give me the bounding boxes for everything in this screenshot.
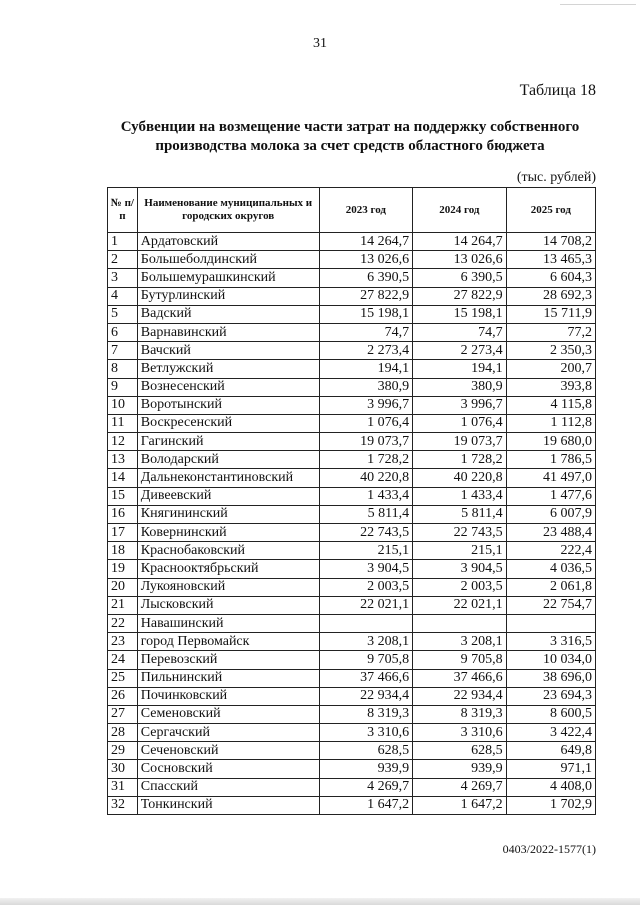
row-value-2023: 1 433,4 (319, 487, 412, 505)
row-value-2023 (319, 614, 412, 632)
row-value-2025: 28 692,3 (506, 287, 595, 305)
row-value-2023: 19 073,7 (319, 433, 412, 451)
row-value-2023: 4 269,7 (319, 778, 412, 796)
row-value-2023: 13 026,6 (319, 251, 412, 269)
table-row (108, 305, 596, 323)
row-value-2024: 2 273,4 (413, 342, 506, 360)
table-row (108, 560, 596, 578)
row-district-name: Спасский (137, 778, 319, 796)
header-2025: 2025 год (506, 188, 595, 233)
row-district-name: Починковский (137, 687, 319, 705)
row-value-2024: 3 996,7 (413, 396, 506, 414)
table-row (108, 251, 596, 269)
row-value-2023: 22 021,1 (319, 596, 412, 614)
row-district-name: Вачский (137, 342, 319, 360)
row-value-2025: 23 694,3 (506, 687, 595, 705)
row-number: 8 (108, 360, 138, 378)
table-label: Таблица 18 (519, 82, 596, 99)
row-value-2024: 1 433,4 (413, 487, 506, 505)
row-district-name: Ардатовский (137, 233, 319, 251)
row-number: 12 (108, 433, 138, 451)
row-number: 7 (108, 342, 138, 360)
units-label: (тыс. рублей) (516, 170, 596, 185)
table-row (108, 269, 596, 287)
row-value-2024: 2 003,5 (413, 578, 506, 596)
row-value-2025: 2 350,3 (506, 342, 595, 360)
row-value-2025: 6 604,3 (506, 269, 595, 287)
table-row (108, 433, 596, 451)
row-value-2025: 4 115,8 (506, 396, 595, 414)
row-number: 22 (108, 614, 138, 632)
table-row (108, 724, 596, 742)
row-value-2024: 194,1 (413, 360, 506, 378)
row-value-2023: 194,1 (319, 360, 412, 378)
row-district-name: Сергачский (137, 724, 319, 742)
row-number: 23 (108, 633, 138, 651)
row-number: 11 (108, 414, 138, 432)
row-value-2023: 5 811,4 (319, 505, 412, 523)
row-value-2025: 1 477,6 (506, 487, 595, 505)
row-value-2024: 1 647,2 (413, 796, 506, 814)
row-number: 3 (108, 269, 138, 287)
table-row (108, 796, 596, 814)
row-value-2025: 6 007,9 (506, 505, 595, 523)
row-value-2024: 215,1 (413, 542, 506, 560)
row-value-2025: 77,2 (506, 323, 595, 341)
row-number: 10 (108, 396, 138, 414)
table-row (108, 396, 596, 414)
header-2023: 2023 год (319, 188, 412, 233)
row-district-name: Дальнеконстантиновский (137, 469, 319, 487)
row-number: 25 (108, 669, 138, 687)
row-number: 5 (108, 305, 138, 323)
row-value-2025: 4 408,0 (506, 778, 595, 796)
row-value-2023: 22 934,4 (319, 687, 412, 705)
row-number: 13 (108, 451, 138, 469)
header-num: № п/п (108, 188, 138, 233)
row-value-2024: 939,9 (413, 760, 506, 778)
row-number: 24 (108, 651, 138, 669)
table-row (108, 469, 596, 487)
row-district-name: Большемурашкинский (137, 269, 319, 287)
row-value-2025: 1 112,8 (506, 414, 595, 432)
scan-edge-mark (560, 4, 636, 8)
row-value-2024: 1 728,2 (413, 451, 506, 469)
row-district-name: Лукояновский (137, 578, 319, 596)
row-number: 19 (108, 560, 138, 578)
table-row (108, 451, 596, 469)
table-row (108, 760, 596, 778)
table-row (108, 742, 596, 760)
row-value-2025: 13 465,3 (506, 251, 595, 269)
row-value-2024 (413, 614, 506, 632)
row-number: 20 (108, 578, 138, 596)
row-value-2025: 41 497,0 (506, 469, 595, 487)
table-row (108, 378, 596, 396)
table-row (108, 233, 596, 251)
row-value-2024: 14 264,7 (413, 233, 506, 251)
row-district-name: Сосновский (137, 760, 319, 778)
row-number: 6 (108, 323, 138, 341)
row-value-2023: 74,7 (319, 323, 412, 341)
row-district-name: Ковернинский (137, 524, 319, 542)
row-number: 21 (108, 596, 138, 614)
row-value-2024: 1 076,4 (413, 414, 506, 432)
row-value-2025: 222,4 (506, 542, 595, 560)
row-value-2024: 3 310,6 (413, 724, 506, 742)
row-number: 14 (108, 469, 138, 487)
row-value-2024: 628,5 (413, 742, 506, 760)
row-value-2023: 2 273,4 (319, 342, 412, 360)
row-value-2024: 15 198,1 (413, 305, 506, 323)
row-value-2023: 3 996,7 (319, 396, 412, 414)
row-value-2023: 1 076,4 (319, 414, 412, 432)
row-value-2024: 40 220,8 (413, 469, 506, 487)
row-value-2025: 38 696,0 (506, 669, 595, 687)
row-value-2024: 9 705,8 (413, 651, 506, 669)
table-row (108, 287, 596, 305)
row-value-2023: 9 705,8 (319, 651, 412, 669)
row-value-2025: 200,7 (506, 360, 595, 378)
row-number: 26 (108, 687, 138, 705)
row-value-2023: 14 264,7 (319, 233, 412, 251)
row-district-name: город Первомайск (137, 633, 319, 651)
row-value-2025: 23 488,4 (506, 524, 595, 542)
document-code: 0403/2022-1577(1) (502, 842, 596, 856)
row-number: 16 (108, 505, 138, 523)
row-value-2025: 649,8 (506, 742, 595, 760)
row-value-2025: 1 786,5 (506, 451, 595, 469)
row-number: 32 (108, 796, 138, 814)
row-number: 28 (108, 724, 138, 742)
row-value-2025: 3 316,5 (506, 633, 595, 651)
row-district-name: Сеченовский (137, 742, 319, 760)
table-header (108, 188, 596, 233)
row-value-2025 (506, 614, 595, 632)
row-value-2023: 40 220,8 (319, 469, 412, 487)
table-title: Субвенции на возмещение части затрат на поддержку собственного производства молока за счет средств областного бюджета (120, 119, 580, 154)
row-number: 2 (108, 251, 138, 269)
row-value-2024: 3 208,1 (413, 633, 506, 651)
row-value-2025: 971,1 (506, 760, 595, 778)
row-value-2023: 2 003,5 (319, 578, 412, 596)
header-2024: 2024 год (413, 188, 506, 233)
row-value-2023: 6 390,5 (319, 269, 412, 287)
row-district-name: Семеновский (137, 705, 319, 723)
table-row (108, 342, 596, 360)
row-value-2023: 380,9 (319, 378, 412, 396)
table-row (108, 360, 596, 378)
table-row (108, 633, 596, 651)
row-value-2024: 4 269,7 (413, 778, 506, 796)
row-value-2025: 14 708,2 (506, 233, 595, 251)
row-district-name: Краснобаковский (137, 542, 319, 560)
row-district-name: Гагинский (137, 433, 319, 451)
row-value-2024: 19 073,7 (413, 433, 506, 451)
row-value-2024: 22 934,4 (413, 687, 506, 705)
row-value-2024: 22 021,1 (413, 596, 506, 614)
row-value-2025: 3 422,4 (506, 724, 595, 742)
table-row (108, 614, 596, 632)
table-row (108, 505, 596, 523)
row-district-name: Лысковский (137, 596, 319, 614)
page-number: 31 (313, 36, 327, 51)
row-value-2024: 3 904,5 (413, 560, 506, 578)
row-value-2024: 74,7 (413, 323, 506, 341)
row-value-2023: 37 466,6 (319, 669, 412, 687)
row-district-name: Бутурлинский (137, 287, 319, 305)
table-row (108, 687, 596, 705)
row-district-name: Княгининский (137, 505, 319, 523)
row-value-2023: 15 198,1 (319, 305, 412, 323)
row-district-name: Краснооктябрьский (137, 560, 319, 578)
row-value-2025: 4 036,5 (506, 560, 595, 578)
row-value-2025: 19 680,0 (506, 433, 595, 451)
row-number: 15 (108, 487, 138, 505)
table-row (108, 669, 596, 687)
subsidy-table (107, 187, 596, 815)
row-number: 17 (108, 524, 138, 542)
row-value-2025: 22 754,7 (506, 596, 595, 614)
row-value-2023: 628,5 (319, 742, 412, 760)
row-district-name: Большеболдинский (137, 251, 319, 269)
row-number: 30 (108, 760, 138, 778)
table-row (108, 705, 596, 723)
row-number: 27 (108, 705, 138, 723)
row-value-2023: 27 822,9 (319, 287, 412, 305)
table-row (108, 414, 596, 432)
row-district-name: Дивеевский (137, 487, 319, 505)
row-value-2023: 939,9 (319, 760, 412, 778)
row-number: 1 (108, 233, 138, 251)
row-district-name: Володарский (137, 451, 319, 469)
row-district-name: Пильнинский (137, 669, 319, 687)
table-row (108, 651, 596, 669)
row-district-name: Навашинский (137, 614, 319, 632)
row-district-name: Воскресенский (137, 414, 319, 432)
scan-bottom-edge (0, 898, 640, 905)
row-district-name: Воротынский (137, 396, 319, 414)
table-row (108, 778, 596, 796)
row-value-2024: 5 811,4 (413, 505, 506, 523)
row-value-2023: 8 319,3 (319, 705, 412, 723)
row-number: 4 (108, 287, 138, 305)
row-value-2023: 1 647,2 (319, 796, 412, 814)
row-number: 18 (108, 542, 138, 560)
row-value-2023: 22 743,5 (319, 524, 412, 542)
row-value-2024: 27 822,9 (413, 287, 506, 305)
row-value-2025: 1 702,9 (506, 796, 595, 814)
table-row (108, 578, 596, 596)
table-row (108, 487, 596, 505)
row-number: 9 (108, 378, 138, 396)
row-value-2025: 15 711,9 (506, 305, 595, 323)
table-row (108, 524, 596, 542)
table-row (108, 542, 596, 560)
row-value-2024: 22 743,5 (413, 524, 506, 542)
table-body (108, 233, 596, 815)
row-district-name: Вадский (137, 305, 319, 323)
row-value-2024: 380,9 (413, 378, 506, 396)
row-value-2023: 3 310,6 (319, 724, 412, 742)
row-value-2024: 8 319,3 (413, 705, 506, 723)
table-row (108, 596, 596, 614)
row-value-2024: 6 390,5 (413, 269, 506, 287)
row-district-name: Вознесенский (137, 378, 319, 396)
row-district-name: Перевозский (137, 651, 319, 669)
row-value-2025: 8 600,5 (506, 705, 595, 723)
row-value-2024: 37 466,6 (413, 669, 506, 687)
row-district-name: Тонкинский (137, 796, 319, 814)
row-value-2025: 10 034,0 (506, 651, 595, 669)
table-row (108, 323, 596, 341)
header-row (108, 188, 596, 233)
row-value-2023: 3 904,5 (319, 560, 412, 578)
row-value-2025: 2 061,8 (506, 578, 595, 596)
row-value-2023: 1 728,2 (319, 451, 412, 469)
row-value-2023: 3 208,1 (319, 633, 412, 651)
row-number: 31 (108, 778, 138, 796)
header-name: Наименование муниципальных и городских округов (137, 188, 319, 233)
row-value-2024: 13 026,6 (413, 251, 506, 269)
row-number: 29 (108, 742, 138, 760)
row-value-2023: 215,1 (319, 542, 412, 560)
row-district-name: Ветлужский (137, 360, 319, 378)
row-value-2025: 393,8 (506, 378, 595, 396)
row-district-name: Варнавинский (137, 323, 319, 341)
